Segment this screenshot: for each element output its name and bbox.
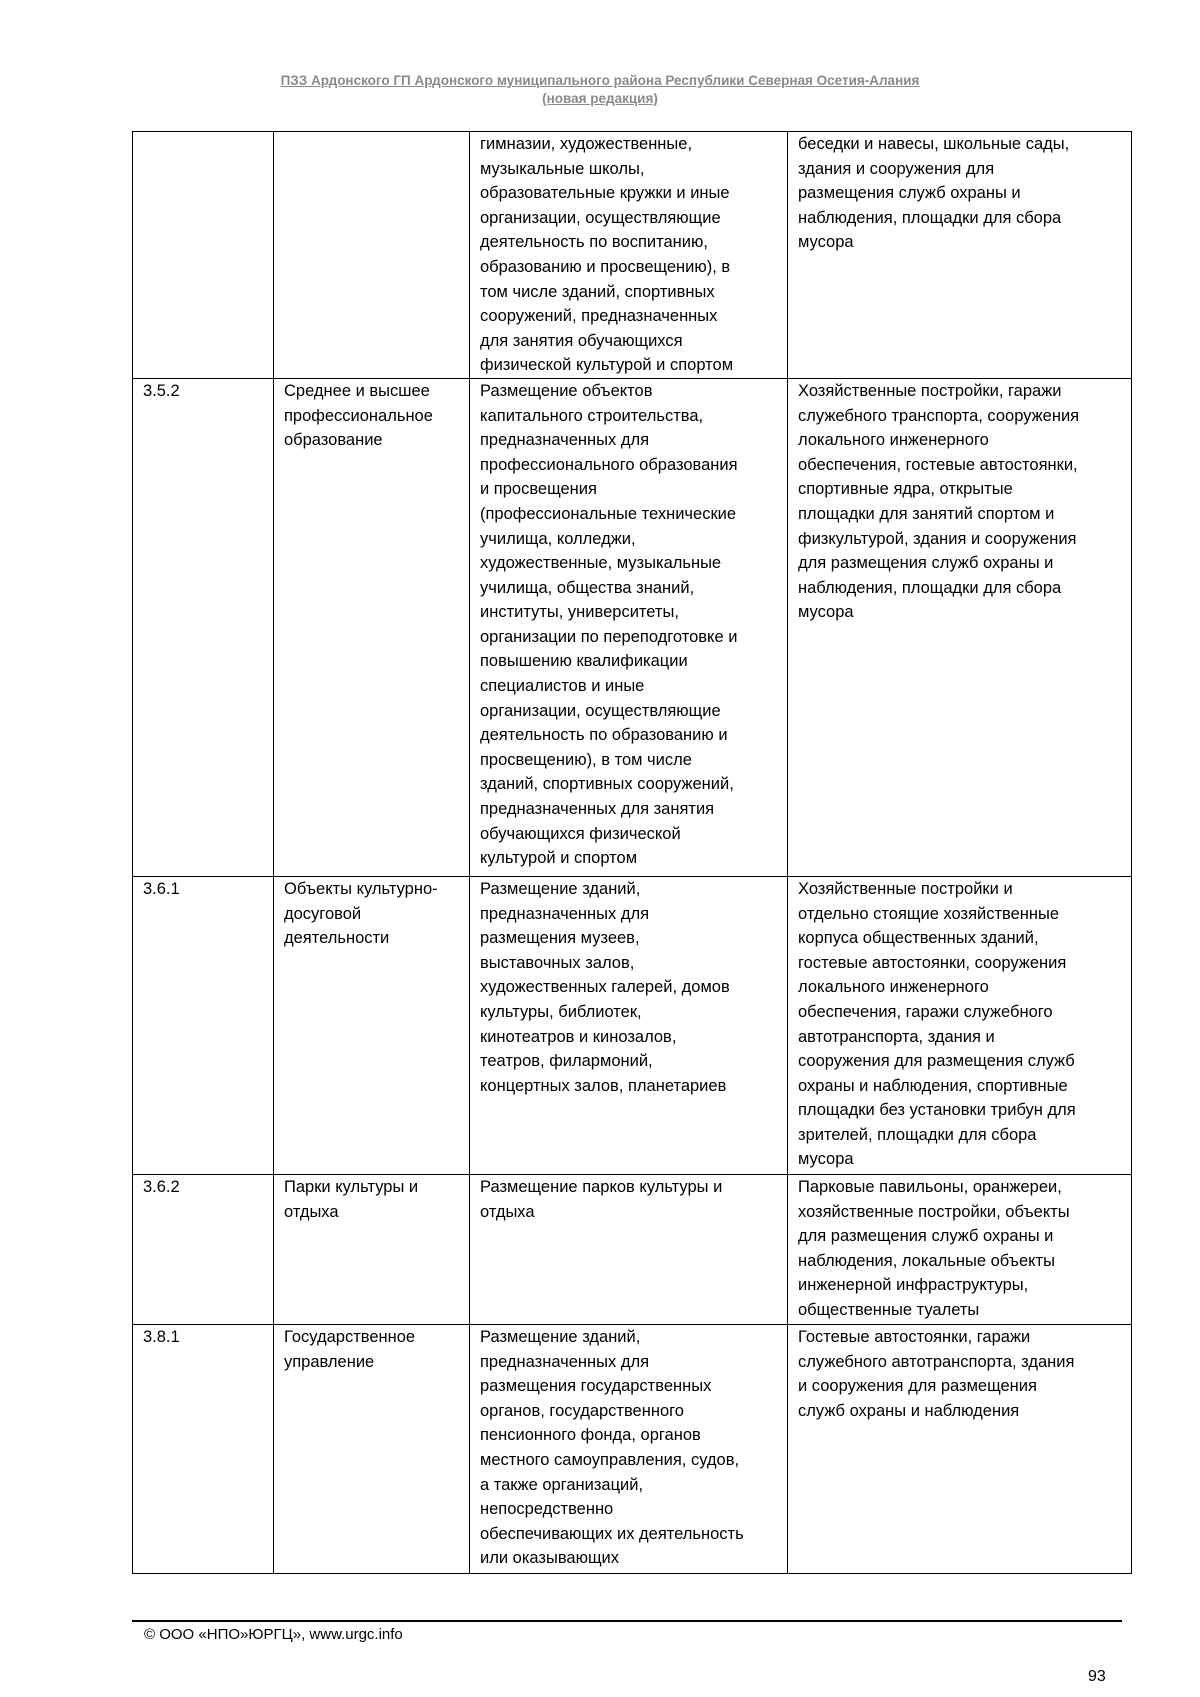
- name-cell: Объекты культурно- досуговой деятельности: [274, 876, 470, 1174]
- page-header: [150, 72, 1050, 108]
- code-cell: 3.8.1: [133, 1324, 274, 1573]
- auxiliary-cell: Хозяйственные постройки, гаражи служебного транспорта, сооружения локального инженерного обеспечения, гостевые автостоянки, спортивные ядра, открытые площадки для занятий спортом и физкультурой, здания и сооружения для размещения служб охраны и наблюдения, площадки для сбора мусора: [788, 378, 1132, 876]
- table-row: [133, 132, 1132, 379]
- header-subtitle: (новая редакция): [542, 91, 658, 106]
- name-cell: Среднее и высшее профессиональное образование: [274, 378, 470, 876]
- land-use-table: [132, 131, 1132, 1574]
- header-title: ПЗЗ Ардонского ГП Ардонского муниципального района Республики Северная Осетия-Алания: [280, 73, 920, 88]
- description-cell: Размещение зданий, предназначенных для размещения государственных органов, государственного пенсионного фонда, органов местного самоуправления, судов, а также организаций, непосредственно обеспечивающих их деятельность или оказывающих: [470, 1324, 788, 1573]
- name-cell: Государственное управление: [274, 1324, 470, 1573]
- code-cell: 3.6.2: [133, 1174, 274, 1324]
- auxiliary-cell: беседки и навесы, школьные сады, здания и сооружения для размещения служб охраны и наблюдения, площадки для сбора мусора: [788, 132, 1132, 379]
- page-number: 93: [1088, 1668, 1106, 1685]
- code-cell: [133, 132, 274, 379]
- auxiliary-cell: Хозяйственные постройки и отдельно стоящие хозяйственные корпуса общественных зданий, гостевые автостоянки, сооружения локального инженерного обеспечения, гаражи служебного автотранспорта, здания и сооружения для размещения служб охраны и наблюдения, спортивные площадки без установки трибун для зрителей, площадки для сбора мусора: [788, 876, 1132, 1174]
- table-row: [133, 1324, 1132, 1573]
- footer-divider: [132, 1620, 1122, 1622]
- auxiliary-cell: Парковые павильоны, оранжереи, хозяйственные постройки, объекты для размещения служб охраны и наблюдения, локальные объекты инженерной инфраструктуры, общественные туалеты: [788, 1174, 1132, 1324]
- code-cell: 3.6.1: [133, 876, 274, 1174]
- description-cell: гимназии, художественные, музыкальные школы, образовательные кружки и иные организации, осуществляющие деятельность по воспитанию, образованию и просвещению), в том числе зданий, спортивных сооружений, предназначенных для занятия обучающихся физической культурой и спортом: [470, 132, 788, 379]
- auxiliary-cell: Гостевые автостоянки, гаражи служебного автотранспорта, здания и сооружения для размещения служб охраны и наблюдения: [788, 1324, 1132, 1573]
- name-cell: Парки культуры и отдыха: [274, 1174, 470, 1324]
- description-cell: Размещение парков культуры и отдыха: [470, 1174, 788, 1324]
- description-cell: Размещение объектов капитального строительства, предназначенных для профессионального образования и просвещения (профессиональные технические училища, колледжи, художественные, музыкальные училища, общества знаний, институты, университеты, организации по переподготовке и повышению квалификации специалистов и иные организации, осуществляющие деятельность по образованию и просвещению), в том числе зданий, спортивных сооружений, предназначенных для занятия обучающихся физической культурой и спортом: [470, 378, 788, 876]
- table-row: [133, 378, 1132, 876]
- table-row: [133, 1174, 1132, 1324]
- table-row: [133, 876, 1132, 1174]
- description-cell: Размещение зданий, предназначенных для размещения музеев, выставочных залов, художественных галерей, домов культуры, библиотек, кинотеатров и кинозалов, театров, филармоний, концертных залов, планетариев: [470, 876, 788, 1174]
- code-cell: 3.5.2: [133, 378, 274, 876]
- footer-copyright: © ООО «НПО»ЮРГЦ», www.urgc.info: [144, 1626, 403, 1643]
- name-cell: [274, 132, 470, 379]
